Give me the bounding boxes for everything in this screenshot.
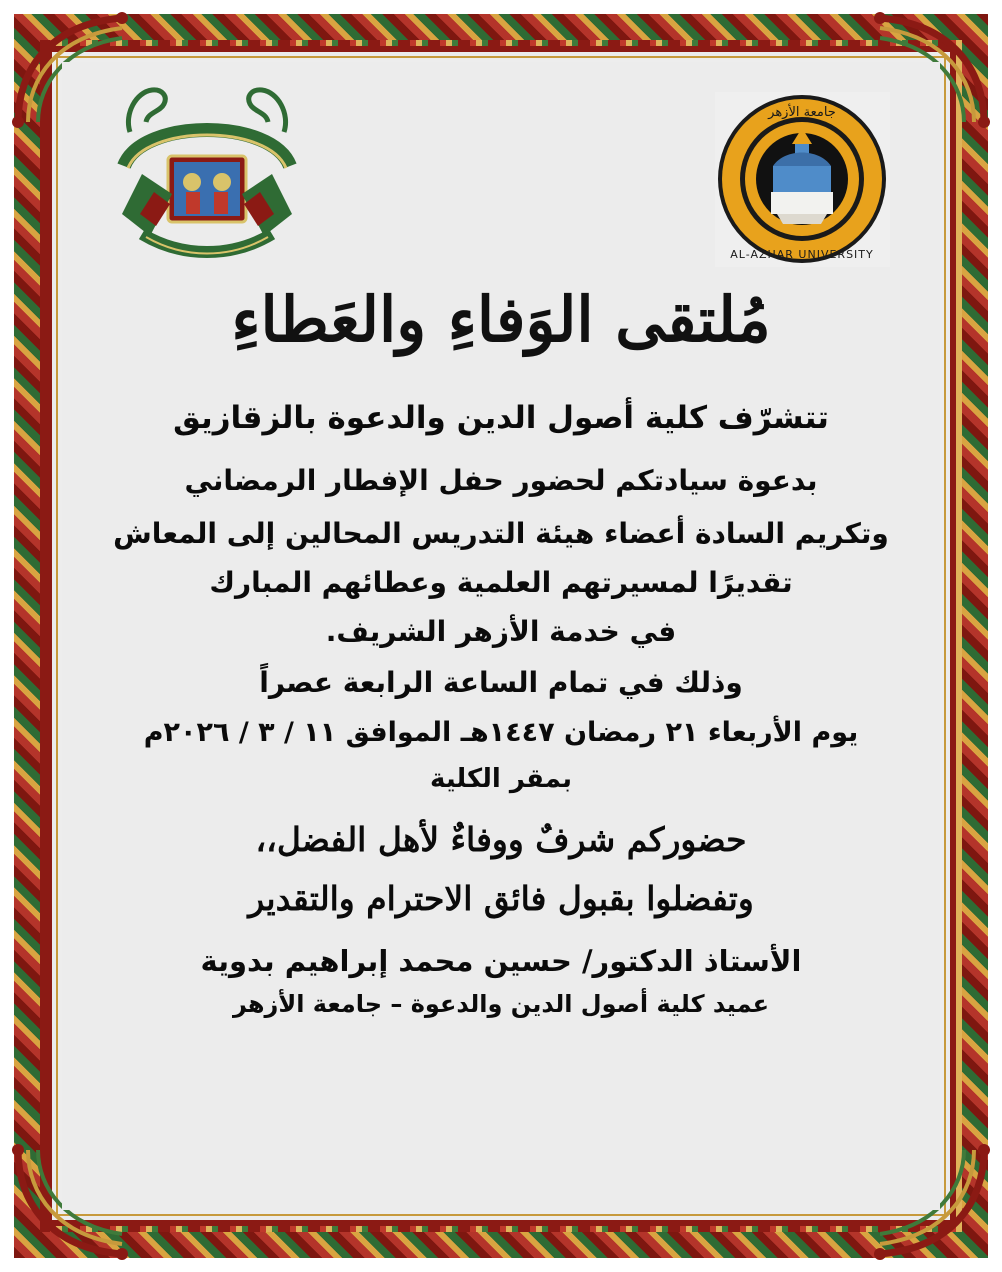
body-line-8-venue: بمقر الكلية [430, 764, 572, 795]
logos-row [62, 62, 940, 272]
page-title: مُلتقى الوَفاءِ والعَطاءِ [231, 283, 771, 356]
al-azhar-university-logo-icon [715, 92, 890, 267]
closing-line-2: وتفضلوا بقبول فائق الاحترام والتقدير [248, 879, 754, 919]
body-line-5: في خدمة الأزهر الشريف. [325, 615, 677, 649]
body-line-3: وتكريم السادة أعضاء هيئة التدريس المحالين إلى المعاش [113, 517, 889, 551]
faculty-logo-icon [102, 74, 312, 264]
svg-text:جامعة الأزهر: جامعة الأزهر [768, 105, 836, 120]
signature-name: الأستاذ الدكتور/ حسين محمد إبراهيم بدوية [200, 944, 802, 979]
signature-role: عميد كلية أصول الدين والدعوة – جامعة الأزهر [232, 990, 770, 1019]
body-line-4: تقديرًا لمسيرتهم العلمية وعطائهم المبارك [209, 566, 793, 600]
closing-line-1: حضوركم شرفٌ ووفاءٌ لأهل الفضل،، [255, 820, 747, 860]
body-line-7-date: يوم الأربعاء ٢١ رمضان ١٤٤٧هـ الموافق ١١ / ٣ / ٢٠٢٦م [143, 717, 859, 749]
body-line-2: بدعوة سيادتكم لحضور حفل الإفطار الرمضاني [184, 464, 818, 498]
svg-text:AL-AZHAR UNIVERSITY: AL-AZHAR UNIVERSITY [730, 248, 874, 261]
body-line-1: تتشرّف كلية أصول الدين والدعوة بالزقازيق [173, 400, 829, 437]
card-content [62, 62, 940, 1210]
body-line-6: وذلك في تمام الساعة الرابعة عصراً [259, 666, 743, 700]
